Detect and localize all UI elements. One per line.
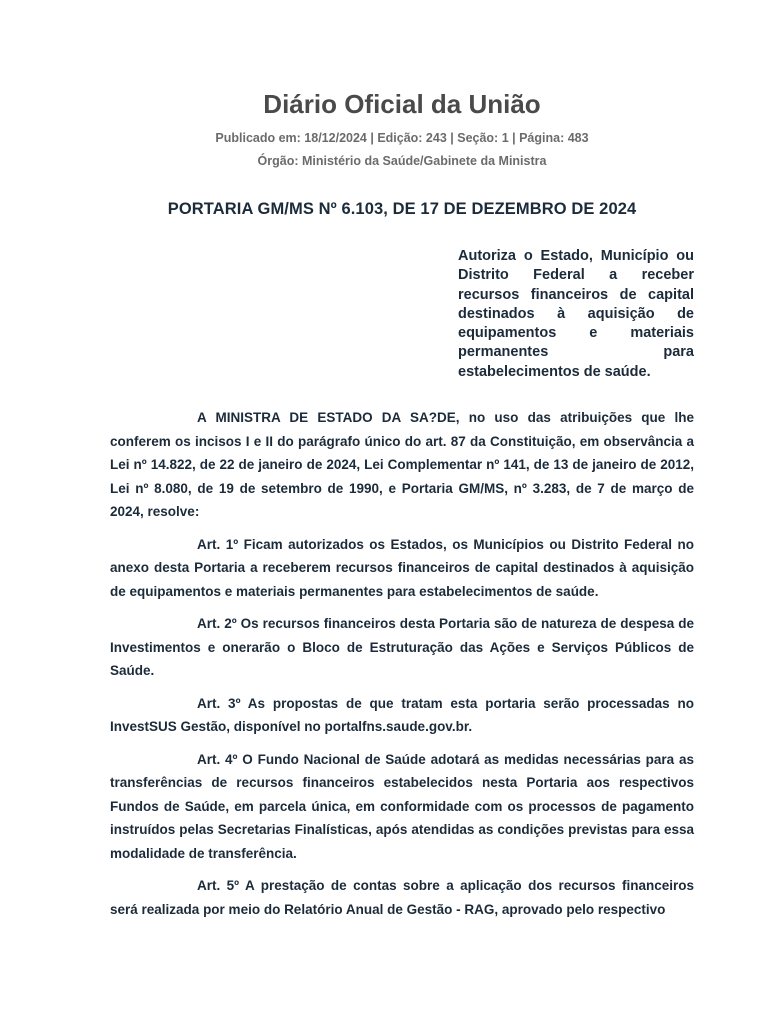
article-2: Art. 2º Os recursos financeiros desta Portaria são de natureza de despesa de Investimentos e onerarão o Bloco de Estruturação das Ações e Serviços Públicos de Saúde. [110,616,694,678]
page-title: Diário Oficial da União [263,89,541,119]
preamble-paragraph: A MINISTRA DE ESTADO DA SA?DE, no uso das atribuições que lhe conferem os incisos I e II do parágrafo único do art. 87 da Constituição, em observância a Lei nº 14.822, de 22 de janeiro de 2024, Lei Complementar nº 141, de 13 de janeiro de 2012, Lei nº 8.080, de 19 de setembro de 1990, e Portaria GM/MS, nº 3.283, de 7 de março de 2024, resolve: [110,410,694,519]
publication-info: Publicado em: 18/12/2024 | Edição: 243 | Seção: 1 | Página: 483 [215,131,589,145]
article-4: Art. 4º O Fundo Nacional de Saúde adotará as medidas necessárias para as transferências de recursos financeiros estabelecidos nesta Portaria aos respectivos Fundos de Saúde, em parcela única, em conformidade com os processos de pagamento instruídos pelas Secretarias Finalísticas, após atendidas as condições previstas para essa modalidade de transferência. [110,751,694,861]
article-1: Art. 1º Ficam autorizados os Estados, os Municípios ou Distrito Federal no anexo desta Portaria a receberem recursos financeiros de capital destinados à aquisição de equipamentos e materiais permanentes para estabelecimentos de saúde. [110,536,694,599]
document-body [110,406,694,930]
organ-info: Órgão: Ministério da Saúde/Gabinete da Ministra [257,154,547,168]
article-3: Art. 3º As propostas de que tratam esta portaria serão processadas no InvestSUS Gestão, disponível no portalfns.saude.gov.br. [110,695,694,734]
ementa: Autoriza o Estado, Município ou Distrito Federal a receber recursos financeiros de capital destinados à aquisição de equipamentos e materiais permanentes para estabelecimentos de saúde. [458,248,694,380]
article-5: Art. 5º A prestação de contas sobre a aplicação dos recursos financeiros será realizada por meio do Relatório Anual de Gestão - RAG, aprovado pelo respectivo [110,878,694,917]
portaria-title: PORTARIA GM/MS Nº 6.103, DE 17 DE DEZEMBRO DE 2024 [167,200,637,218]
